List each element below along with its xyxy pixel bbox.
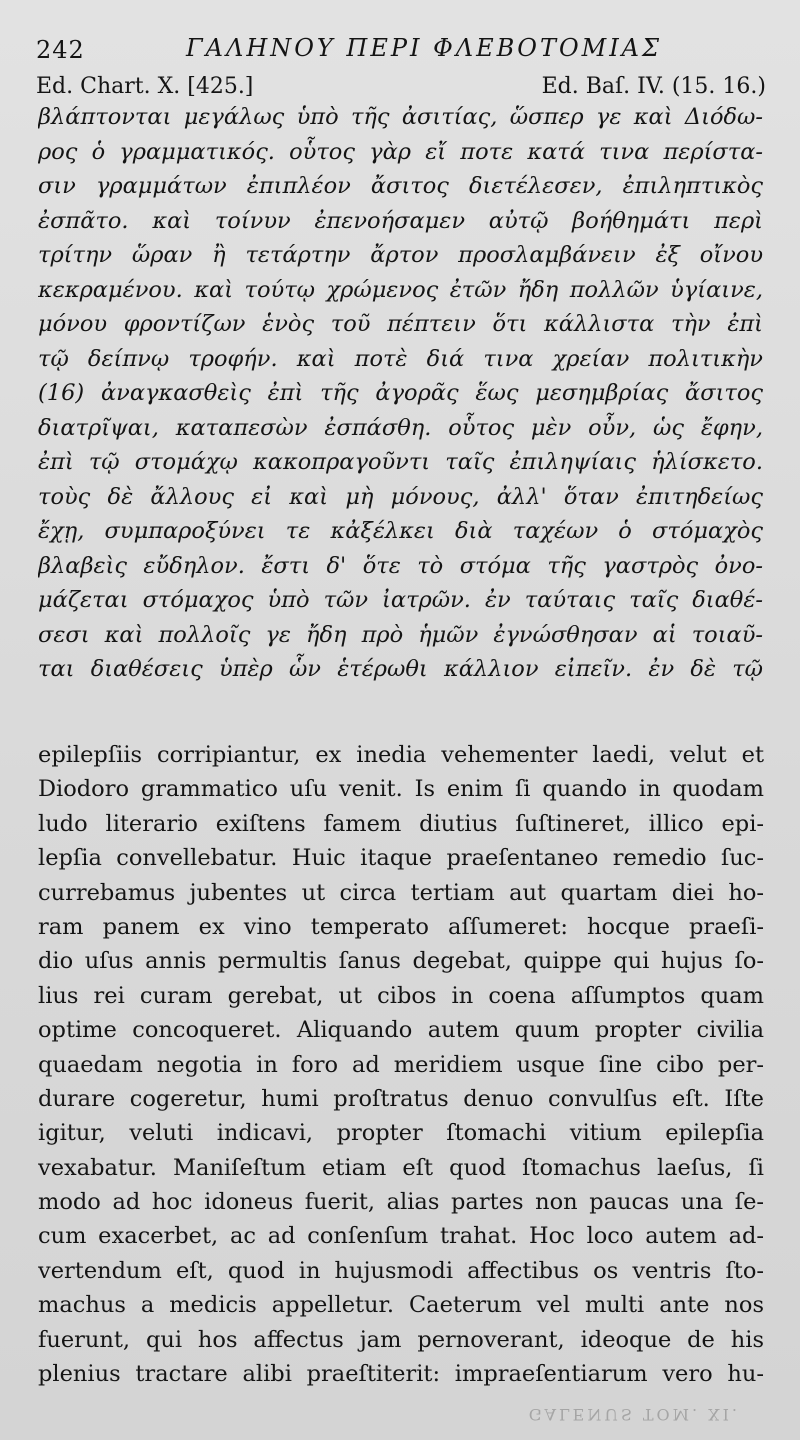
greek-text-line: τρίτην ὥραν ἢ τετάρτην ἄρτον προσλαμβάνειν ἐξ οἴνου	[38, 242, 763, 268]
greek-text-line: ρος ὁ γραμματικός. οὗτος γὰρ εἴ ποτε κατά τινα περίστα-	[38, 138, 763, 165]
latin-text-line: vexabatur. Maniſeſtum etiam eſt quod ſtomachus laeſus, ſi	[38, 1154, 764, 1181]
greek-text-line: μάζεται στόμαχος ὑπὸ τῶν ἰατρῶν. ἐν ταύταις ταῖς διαθέ-	[38, 587, 763, 613]
greek-text-line: σεσι καὶ πολλοῖς γε ἤδη πρὸ ἡμῶν ἐγνώσθησαν αἱ τοιαῦ-	[38, 621, 763, 648]
latin-text-line: quaedam negotia in foro ad meridiem usque ſine cibo per-	[38, 1051, 764, 1078]
latin-text-line: dio uſus annis permultis ſanus degebat, quippe qui hujus ſo-	[38, 948, 764, 975]
latin-text-line: durare cogeretur, humi proſtratus denuo convulſus eſt. Iſte	[38, 1085, 764, 1112]
greek-text-line: ἐπὶ τῷ στομάχῳ κακοπραγοῦντι ταῖς ἐπιληψίαις ἡλίσκετο.	[38, 449, 763, 475]
latin-text-line: epilepſiis corripiantur, ex inedia vehementer laedi, velut et	[38, 742, 764, 768]
edition-ref-basel: Ed. Baſ. IV. (15. 16.)	[541, 74, 766, 99]
greek-text-line: ται διαθέσεις ὑπὲρ ὧν ἑτέρωθι κάλλιον εἰπεῖν. ἐν δὲ τῷ	[38, 656, 763, 682]
latin-text-line: machus a medicis appelletur. Caeterum vel multi ante nos	[38, 1292, 764, 1319]
greek-text-line: διατρῖψαι, καταπεσὼν ἐσπάσθη. οὗτος μὲν οὖν, ὡς ἔφην,	[38, 414, 763, 441]
greek-text-line: κεκραμένου. καὶ τούτῳ χρώμενος ἐτῶν ἤδη πολλῶν ὑγίαινε,	[38, 276, 763, 303]
latin-text-line: currebamus jubentes ut circa tertiam aut quartam diei ho-	[38, 879, 764, 906]
latin-text-line: lius rei curam gerebat, ut cibos in coena aſſumptos quam	[38, 982, 764, 1009]
running-title: ΓΑΛΗΝΟΥ ΠΕΡΙ ΦΛΕΒΟΤΟΜΙΑΣ	[186, 34, 662, 62]
latin-text-line: fuerunt, qui hos affectus jam pernoverant, ideoque de his	[38, 1326, 764, 1353]
latin-text-line: igitur, veluti indicavi, propter ſtomachi vitium epilepſia	[38, 1120, 764, 1147]
greek-text-line: βλαβεὶς εὔδηλον. ἔστι δ' ὅτε τὸ στόμα τῆς γαστρὸς ὀνο-	[38, 552, 763, 579]
greek-text-line: ἐσπᾶτο. καὶ τοίνυν ἐπενοήσαμεν αὐτῷ βοήθημάτι περὶ	[38, 207, 763, 234]
latin-text-block	[38, 738, 764, 1391]
greek-text-block	[38, 100, 763, 687]
page-number: 242	[36, 36, 85, 64]
greek-text-line: ἔχῃ, συμπαροξύνει τε κἀξέλκει διὰ ταχέων ὁ στόμαχὸς	[38, 518, 763, 544]
greek-text-line: βλάπτονται μεγάλως ὑπὸ τῆς ἀσιτίας, ὥσπερ γε καὶ Διόδω-	[38, 104, 763, 130]
signature-mark: GALENUS TOM. XI.	[528, 1405, 740, 1424]
latin-text-line: plenius tractare alibi praeſtiterit: impraeſentiarum vero hu-	[38, 1361, 764, 1388]
greek-text-line: τῷ δείπνῳ τροφήν. καὶ ποτὲ διά τινα χρείαν πολιτικὴν	[38, 345, 763, 372]
latin-text-line: modo ad hoc idoneus fuerit, alias partes non paucas una ſe-	[38, 1189, 764, 1216]
greek-text-line: μόνου φροντίζων ἑνὸς τοῦ πέπτειν ὅτι κάλλιστα τὴν ἐπὶ	[38, 311, 763, 337]
latin-text-line: optime concoqueret. Aliquando autem quum propter civilia	[38, 1017, 764, 1044]
greek-text-line: (16) ἀναγκασθεὶς ἐπὶ τῆς ἀγορᾶς ἕως μεσημβρίας ἄσιτος	[38, 380, 763, 406]
latin-text-line: vertendum eſt, quod in hujusmodi affectibus os ventris ſto-	[38, 1257, 764, 1284]
greek-text-line: τοὺς δὲ ἄλλους εἰ καὶ μὴ μόνους, ἀλλ' ὅταν ἐπιτηδείως	[38, 483, 763, 510]
latin-text-line: ludo literario exiſtens famem diutius ſuſtineret, illico epi-	[38, 810, 764, 837]
edition-ref-chartier: Ed. Chart. X. [425.]	[36, 74, 254, 99]
latin-text-line: ram panem ex vino temperato aſſumeret: hocque praeſi-	[38, 913, 764, 940]
latin-text-line: lepſia convellebatur. Huic itaque praeſentaneo remedio ſuc-	[38, 845, 764, 872]
greek-text-line: σιν γραμμάτων ἐπιπλέον ἄσιτος διετέλεσεν, ἐπιληπτικὸς	[38, 173, 763, 199]
page-header	[36, 28, 766, 68]
latin-text-line: cum exacerbet, ac ad conſenſum trahat. Hoc loco autem ad-	[38, 1223, 764, 1250]
latin-text-line: Diodoro grammatico uſu venit. Is enim ſi quando in quodam	[38, 776, 764, 803]
